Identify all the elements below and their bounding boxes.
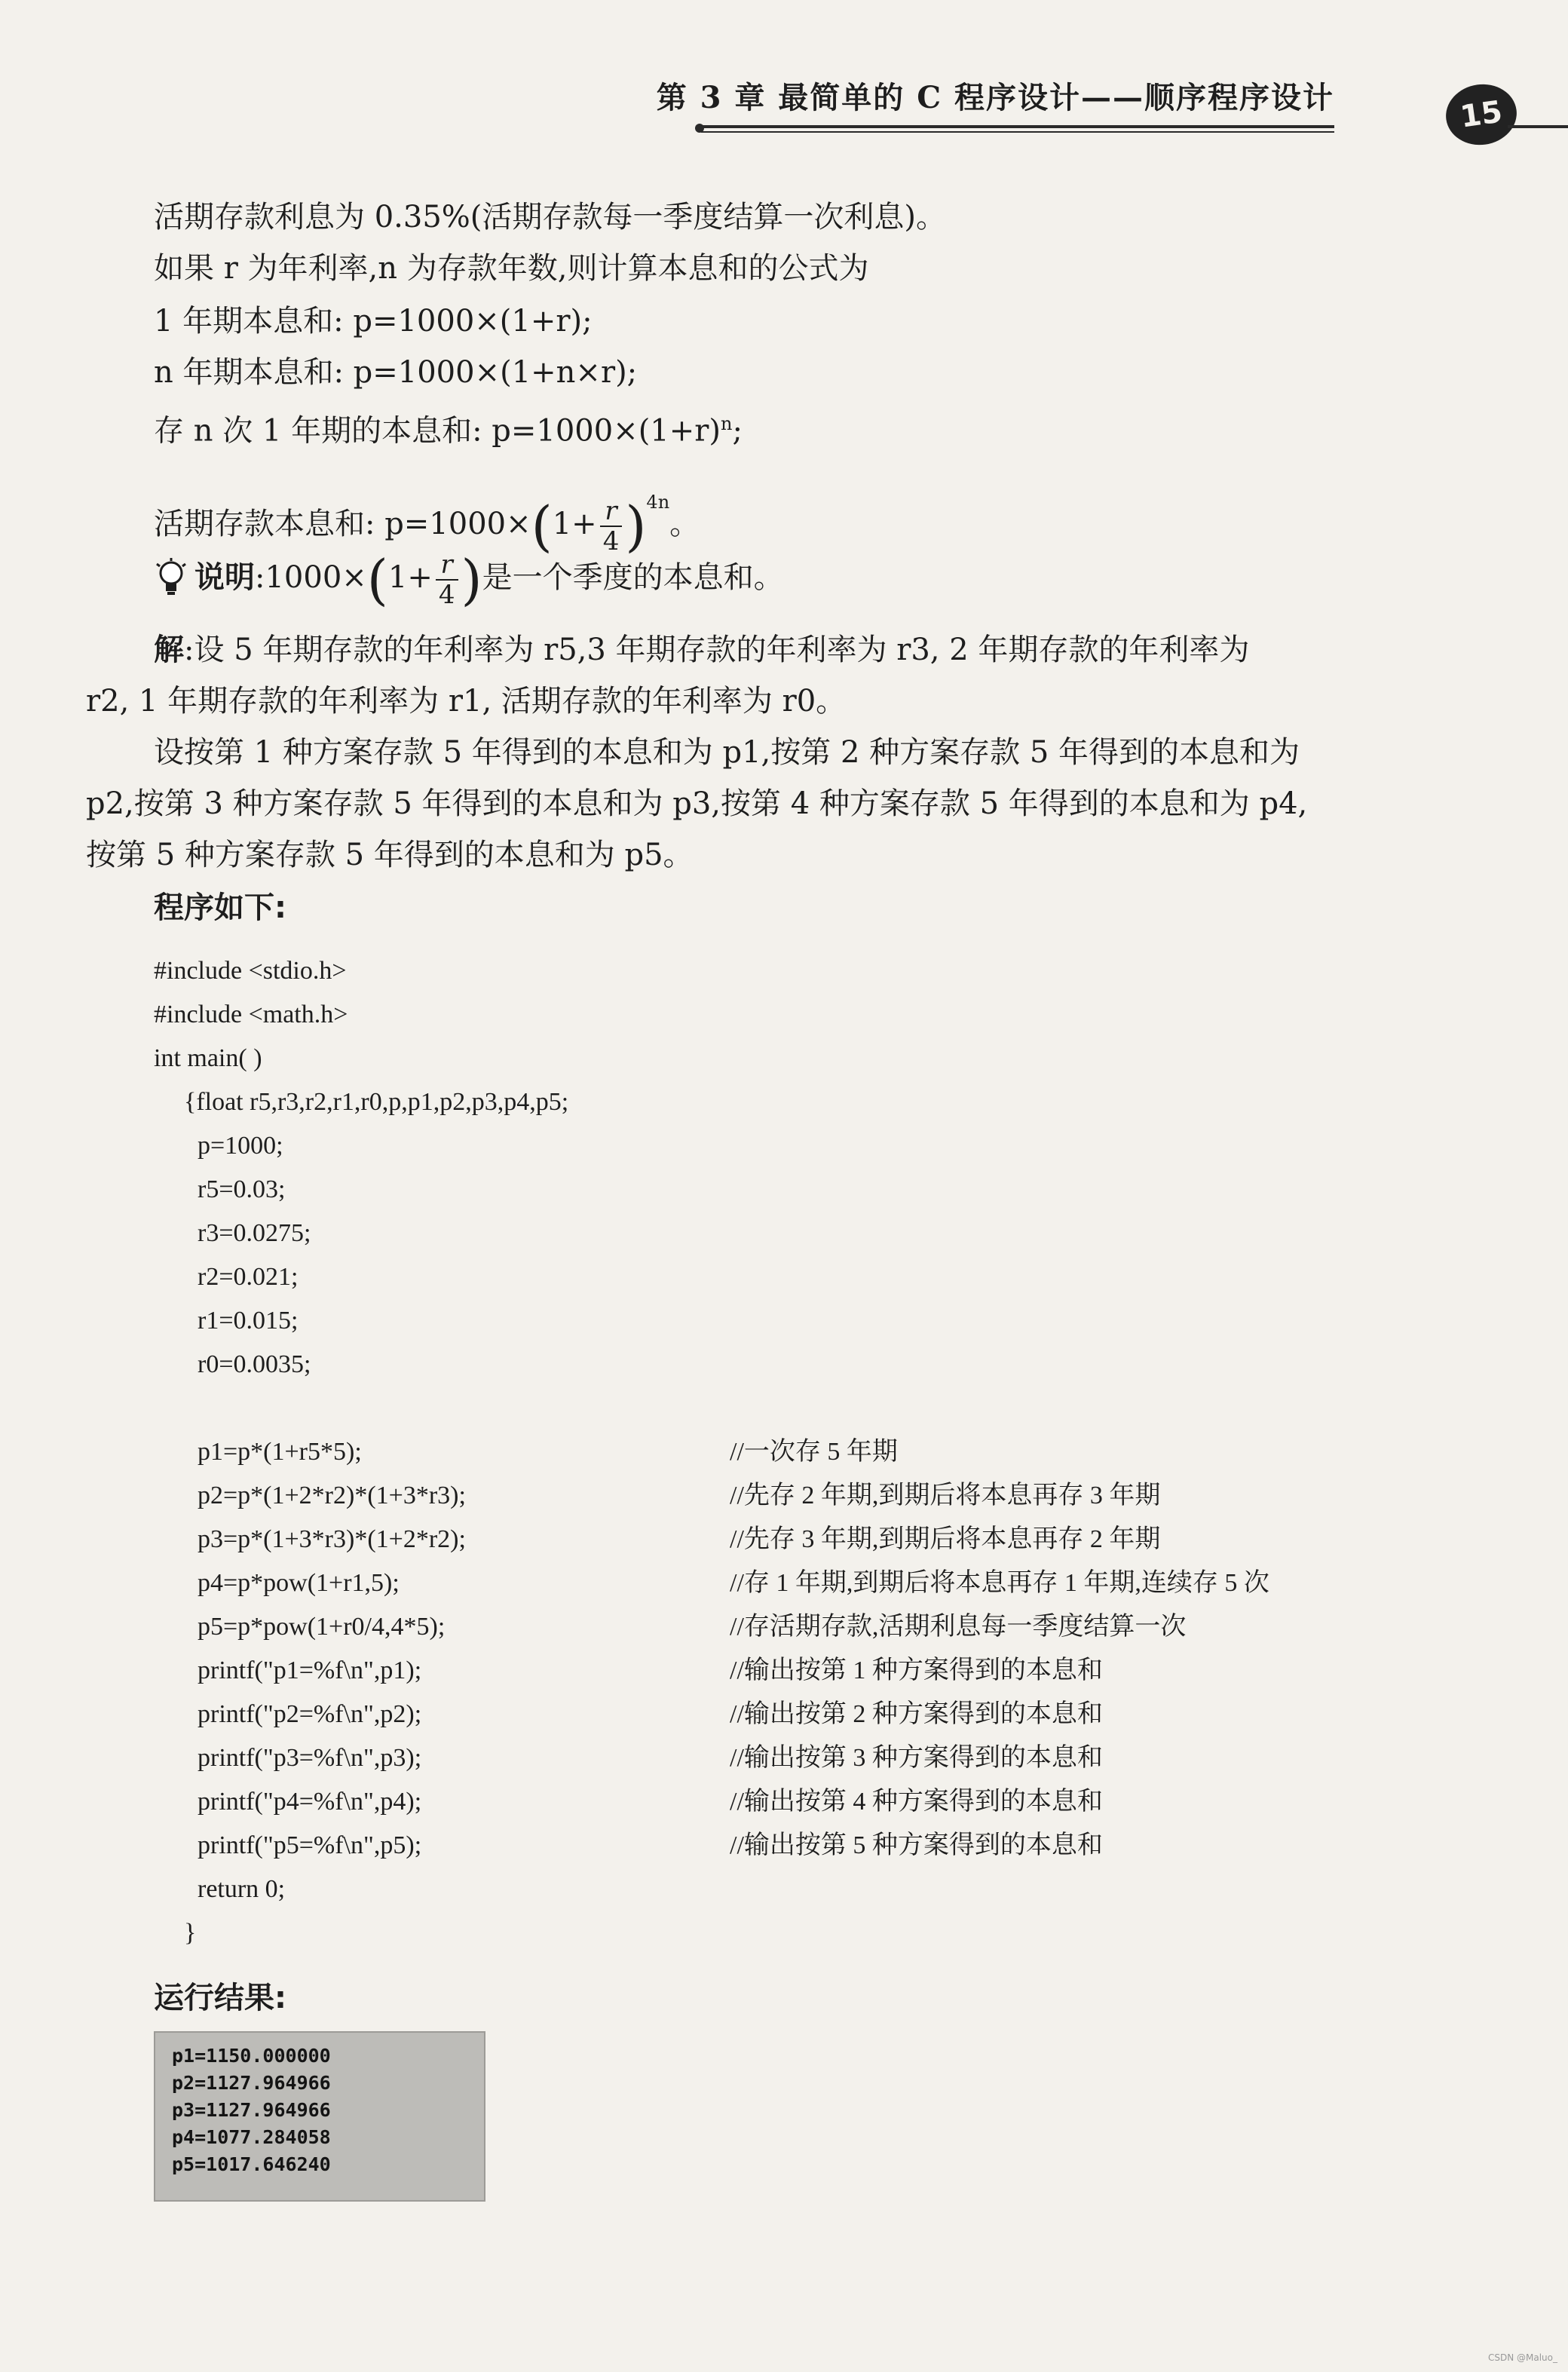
code-line: r0=0.0035;	[198, 1350, 311, 1378]
formula-exponent: n	[721, 413, 733, 434]
solution-line-1	[154, 630, 1249, 670]
code-line: {float r5,r3,r2,r1,r0,p,p1,p2,p3,p4,p5;	[184, 1088, 569, 1116]
code-comment: //先存 2 年期,到期后将本息再存 3 年期	[730, 1482, 1161, 1509]
formula-current-text: 活期存款本息和: p=1000×	[154, 507, 531, 541]
code-line: r5=0.03;	[198, 1175, 286, 1203]
formula-one-year: 1 年期本息和: p=1000×(1+r);	[154, 304, 593, 339]
page-number: 15	[1442, 80, 1521, 149]
note-fraction-denominator: 4	[438, 580, 455, 610]
formula-n-times-text: 存 n 次 1 年期的本息和: p=1000×(1+r)	[154, 413, 721, 449]
formula-n-times	[154, 404, 743, 450]
code-line: r2=0.021;	[198, 1263, 299, 1291]
code-line: #include <math.h>	[154, 1001, 348, 1028]
note-paren-close: )	[461, 548, 482, 611]
code-comment: //输出按第 4 种方案得到的本息和	[730, 1788, 1103, 1816]
output-line: p5=1017.646240	[172, 2153, 331, 2175]
code-line: printf("p4=%f\n",p4);	[198, 1788, 422, 1816]
lightbulb-icon	[154, 558, 188, 597]
solution-text-1: :设 5 年期存款的年利率为 r5,3 年期存款的年利率为 r3, 2 年期存款的年利率为	[184, 633, 1250, 667]
header-rule	[701, 125, 1334, 128]
code-line: p1=p*(1+r5*5);	[198, 1438, 362, 1466]
output-line: p3=1127.964966	[172, 2099, 331, 2121]
code-comment: //先存 3 年期,到期后将本息再存 2 年期	[730, 1525, 1161, 1553]
solution-para2-line-3: 按第 5 种方案存款 5 年得到的本息和为 p5。	[86, 838, 694, 872]
header-rule-right	[1508, 125, 1568, 128]
console-output	[154, 2031, 485, 2202]
code-line: printf("p2=%f\n",p2);	[198, 1700, 422, 1728]
note-fraction-numerator: r	[436, 550, 458, 581]
code-comment: //输出按第 3 种方案得到的本息和	[730, 1744, 1103, 1772]
output-line: p1=1150.000000	[172, 2045, 331, 2067]
code-line: p2=p*(1+2*r2)*(1+3*r3);	[198, 1482, 466, 1509]
solution-label: 解	[154, 633, 184, 667]
code-comment: //存 1 年期,到期后将本息再存 1 年期,连续存 5 次	[730, 1569, 1269, 1597]
note-fraction	[436, 550, 458, 609]
code-line: printf("p1=%f\n",p1);	[198, 1656, 422, 1684]
formula-one: 1+	[552, 507, 597, 541]
code-comment: //输出按第 5 种方案得到的本息和	[730, 1831, 1103, 1859]
code-comment: //存活期存款,活期利息每一季度结算一次	[730, 1613, 1187, 1641]
formula-n-year: n 年期本息和: p=1000×(1+n×r);	[154, 355, 638, 390]
code-line: return 0;	[198, 1875, 286, 1903]
code-line: r1=0.015;	[198, 1307, 299, 1335]
code-line: printf("p3=%f\n",p3);	[198, 1744, 422, 1772]
watermark: CSDN @Maluo_	[1487, 2352, 1557, 2363]
code-line: int main( )	[154, 1044, 262, 1072]
fraction-numerator: r	[600, 497, 623, 527]
code-line: p3=p*(1+3*r3)*(1+2*r2);	[198, 1525, 466, 1553]
note-one: 1+	[387, 560, 433, 595]
code-line: #include <stdio.h>	[154, 957, 347, 985]
note-colon: :	[255, 560, 265, 595]
solution-para2-line-2: p2,按第 3 种方案存款 5 年得到的本息和为 p3,按第 4 种方案存款 5 年得到的本息和为 p4,	[86, 786, 1308, 821]
code-comment: //输出按第 1 种方案得到的本息和	[730, 1656, 1103, 1684]
paren-open: (	[531, 495, 553, 558]
code-line: }	[184, 1919, 197, 1947]
program-heading: 程序如下:	[154, 890, 286, 925]
page-header	[0, 53, 1417, 121]
formula-period: 。	[669, 507, 700, 541]
solution-line-2: r2, 1 年期存款的年利率为 r1, 活期存款的年利率为 r0。	[86, 684, 847, 719]
paren-close: )	[625, 495, 647, 558]
output-line: p2=1127.964966	[172, 2072, 331, 2094]
code-line: p4=p*pow(1+r1,5);	[198, 1569, 400, 1597]
note-post: 是一个季度的本息和。	[482, 560, 784, 595]
code-line: printf("p5=%f\n",p5);	[198, 1831, 422, 1859]
header-rule-thin	[701, 131, 1334, 133]
code-comment: //一次存 5 年期	[730, 1438, 898, 1466]
formula-semicolon: ;	[732, 413, 743, 449]
code-comment: //输出按第 2 种方案得到的本息和	[730, 1700, 1103, 1728]
chapter-title: 第 3 章 最简单的 C 程序设计——顺序程序设计	[656, 80, 1334, 115]
intro-line-1: 活期存款利息为 0.35%(活期存款每一季度结算一次利息)。	[154, 200, 946, 234]
note-pre: 1000×	[265, 560, 367, 595]
code-line: p=1000;	[198, 1132, 283, 1160]
run-result-heading: 运行结果:	[154, 1981, 286, 2015]
code-line: p5=p*pow(1+r0/4,4*5);	[198, 1613, 446, 1641]
intro-line-2: 如果 r 为年利率,n 为存款年数,则计算本息和的公式为	[154, 251, 869, 286]
formula-exponent-4n: 4n	[646, 492, 670, 513]
note-line	[194, 541, 784, 614]
code-line: r3=0.0275;	[198, 1219, 311, 1247]
note-label: 说明	[194, 560, 255, 595]
output-line: p4=1077.284058	[172, 2126, 331, 2148]
solution-para2-line-1: 设按第 1 种方案存款 5 年得到的本息和为 p1,按第 2 种方案存款 5 年得到的本息和为	[154, 735, 1300, 770]
note-paren-open: (	[366, 548, 388, 611]
fraction-denominator: 4	[602, 526, 620, 556]
